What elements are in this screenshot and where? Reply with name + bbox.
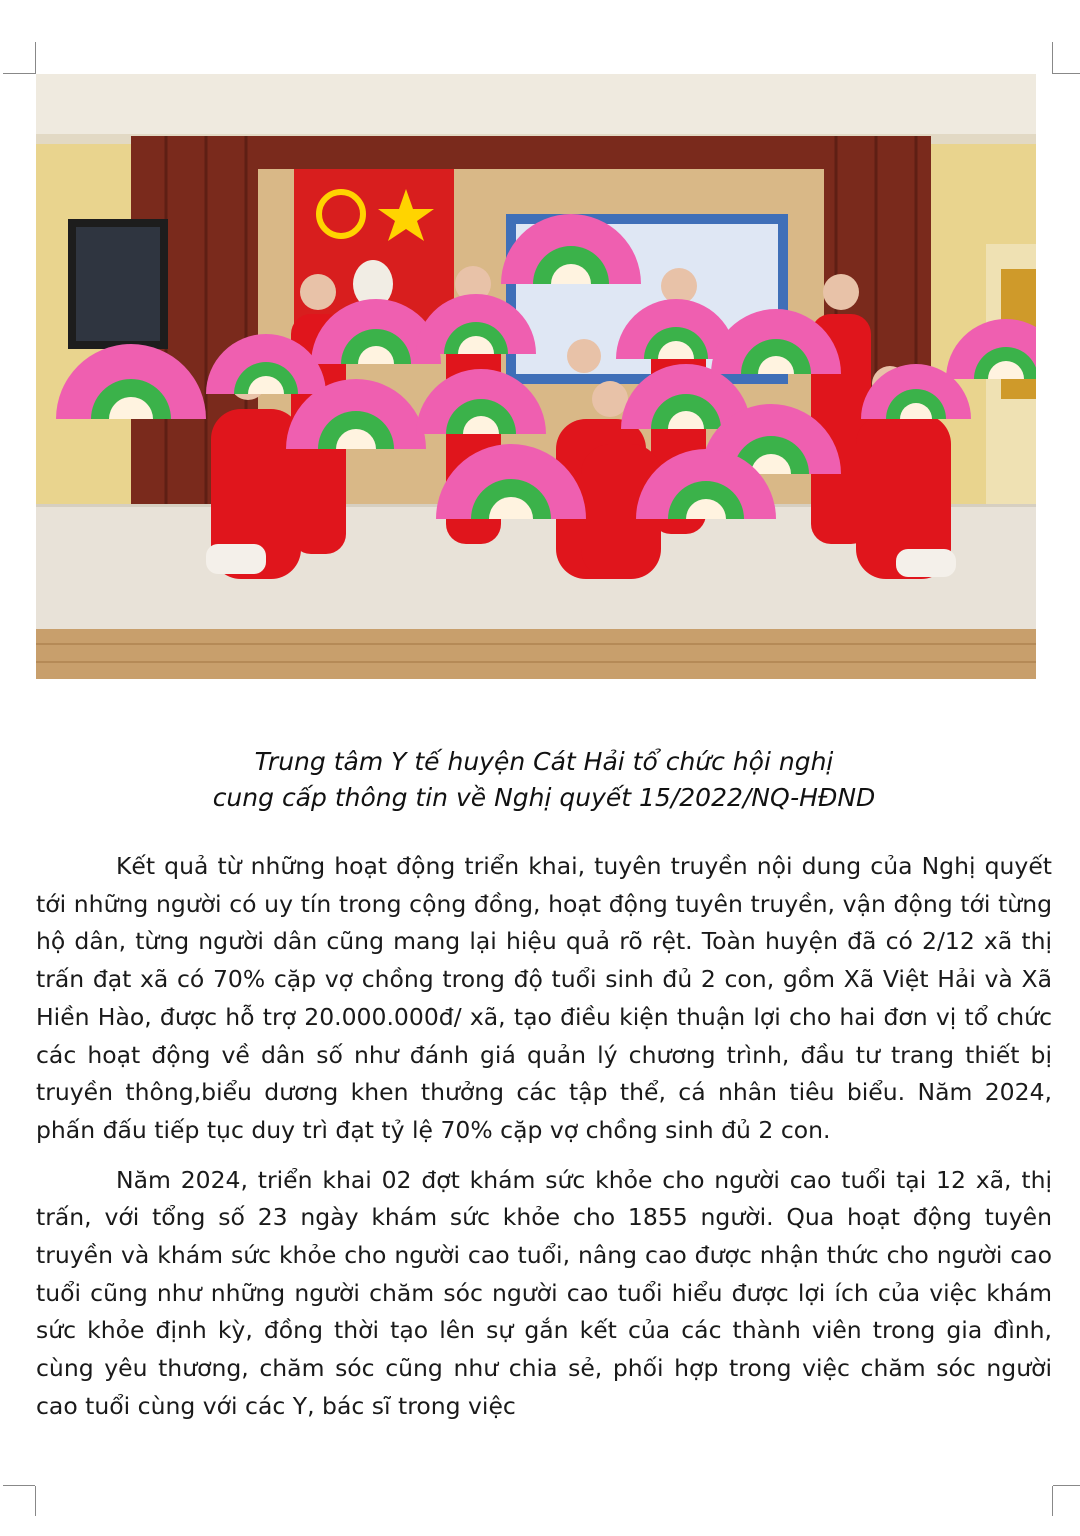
performance-photo bbox=[36, 74, 1036, 679]
crop-mark-bottom-right-h bbox=[1053, 1485, 1080, 1486]
photo-caption bbox=[36, 744, 1052, 816]
crop-mark-top-right-v bbox=[1052, 42, 1053, 74]
crop-mark-bottom-right-v bbox=[1052, 1486, 1053, 1516]
crop-mark-top-left-h bbox=[3, 73, 35, 74]
caption-line-1: Trung tâm Y tế huyện Cát Hải tổ chức hội nghị bbox=[254, 747, 834, 776]
paragraph-1: Kết quả từ những hoạt động triển khai, tuyên truyền nội dung của Nghị quyết tới những người có uy tín trong cộng đồng, hoạt động tuyên truyền, vận động tới từng hộ dân, từng người dân cũng mang lại hiệu quả rõ rệt. Toàn huyện đã có 2/12 xã thị trấn đạt xã có 70% cặp vợ chồng trong độ tuổi sinh đủ 2 con, gồm Xã Việt Hải và Xã Hiền Hào, được hỗ trợ 20.000.000đ/ xã, tạo điều kiện thuận lợi cho hai đơn vị tổ chức các hoạt động về dân số như đánh giá quản lý chương trình, đầu tư trang thiết bị truyền thông,biểu dương khen thưởng các tập thể, cá nhân tiêu biểu. Năm 2024, phấn đấu tiếp tục duy trì đạt tỷ lệ 70% cặp vợ chồng sinh đủ 2 con. bbox=[36, 852, 1052, 1144]
crop-mark-top-left-v bbox=[35, 42, 36, 74]
crop-mark-bottom-left-h bbox=[3, 1485, 35, 1486]
crop-mark-top-right-h bbox=[1053, 73, 1080, 74]
photo-illustration bbox=[36, 74, 1036, 679]
crop-mark-bottom-left-v bbox=[35, 1486, 36, 1516]
paragraph-2: Năm 2024, triển khai 02 đợt khám sức khỏe cho người cao tuổi tại 12 xã, thị trấn, với tổng số 23 ngày khám sức khỏe cho 1855 người. Qua hoạt động tuyên truyền và khám sức khỏe cho người cao tuổi, nâng cao được nhận thức cho người cao tuổi cũng như những người chăm sóc người cao tuổi hiểu được lợi ích của việc khám sức khỏe định kỳ, đồng thời tạo lên sự gắn kết của các thành viên trong gia đình, cùng yêu thương, chăm sóc cũng như chia sẻ, phối hợp trong việc chăm sóc người cao tuổi cùng với các Y, bác sĩ trong việc bbox=[36, 1165, 1052, 1420]
caption-line-2: cung cấp thông tin về Nghị quyết 15/2022/NQ-HĐND bbox=[212, 783, 876, 812]
article-body bbox=[36, 848, 1052, 1438]
